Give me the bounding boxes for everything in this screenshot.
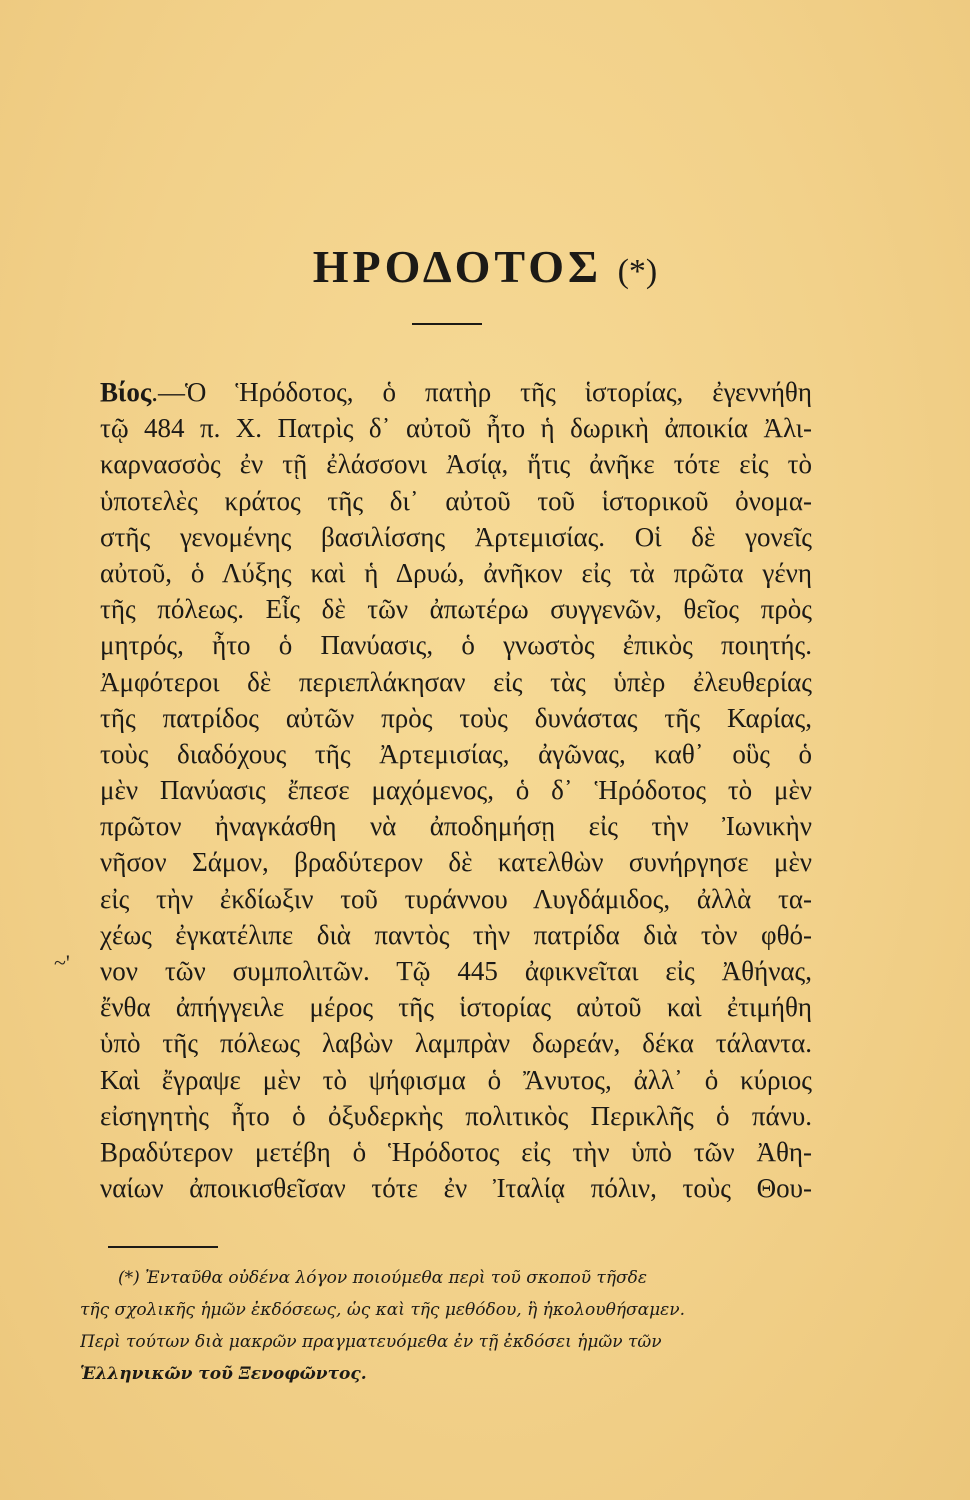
body-line: Βραδύτερον μετέβη ὁ Ἡρόδοτος εἰς τὴν ὑπὸ τῶν Ἀθη- xyxy=(100,1136,812,1167)
title-rule xyxy=(412,323,482,325)
body-line: τῆς πόλεως. Εἷς δὲ τῶν ἀπωτέρω συγγενῶν, θεῖος πρὸς xyxy=(100,594,812,625)
body-line: εἰς τὴν ἐκδίωξιν τοῦ τυράννου Λυγδάμιδος, ἀλλὰ τα- xyxy=(100,883,812,914)
body-line: ὑπὸ τῆς πόλεως λαβὼν λαμπρὰν δωρεάν, δέκα τάλαντα. xyxy=(100,1028,812,1059)
title-footnote-mark: (*) xyxy=(617,253,658,290)
body-line: νῆσον Σάμον, βραδύτερον δὲ κατελθὼν συνήργησε μὲν xyxy=(100,847,812,878)
title-text: ΗΡΟΔΟΤΟΣ xyxy=(312,241,603,292)
margin-note: ~' xyxy=(54,950,70,975)
body-line: καρνασσὸς ἐν τῇ ἐλάσσονι Ἀσίᾳ, ἥτις ἀνῆκε τότε εἰς τὸ xyxy=(100,449,812,480)
body-line: πρῶτον ἠναγκάσθη νὰ ἀποδημήσῃ εἰς τὴν Ἰωνικὴν xyxy=(100,811,812,842)
body-line: μητρός, ἦτο ὁ Πανύασις, ὁ γνωστὸς ἐπικὸς ποιητής. xyxy=(100,630,812,661)
footnote xyxy=(80,1262,800,1390)
page-title xyxy=(0,240,970,293)
footnote-line: Ἑλληνικῶν τοῦ Ξενοφῶντος. xyxy=(80,1364,367,1384)
footnote-line: Περὶ τούτων διὰ μακρῶν πραγματευόμεθα ἐν τῇ ἐκδόσει ἡμῶν τῶν xyxy=(80,1332,662,1352)
footnote-rule xyxy=(108,1246,218,1248)
body-line: Βίος.—Ὁ Ἡρόδοτος, ὁ πατὴρ τῆς ἱστορίας, ἐγεννήθη xyxy=(100,377,812,407)
body-line: χέως ἐγκατέλιπε διὰ παντὸς τὴν πατρίδα διὰ τὸν φθό- xyxy=(100,919,812,950)
footnote-line: (*) Ἐνταῦθα οὐδένα λόγον ποιούμεθα περὶ τοῦ σκοποῦ τῆσδε xyxy=(118,1268,647,1288)
body-line: τοὺς διαδόχους τῆς Ἀρτεμισίας, ἀγῶνας, καθ᾽ οὓς ὁ xyxy=(100,738,812,769)
body-line: ὑποτελὲς κράτος τῆς δι᾽ αὐτοῦ τοῦ ἱστορικοῦ ὀνομα- xyxy=(100,485,812,516)
footnote-line: τῆς σχολικῆς ἡμῶν ἐκδόσεως, ὡς καὶ τῆς μεθόδου, ἣ ἠκολουθήσαμεν. xyxy=(80,1300,686,1320)
body-line: τῷ 484 π. Χ. Πατρὶς δ᾽ αὐτοῦ ἦτο ἡ δωρικὴ ἀποικία Ἀλι- xyxy=(100,413,812,444)
body-line: μὲν Πανύασις ἔπεσε μαχόμενος, ὁ δ᾽ Ἡρόδοτος τὸ μὲν xyxy=(100,775,812,806)
body-line: τῆς πατρίδος αὐτῶν πρὸς τοὺς δυνάστας τῆς Καρίας, xyxy=(100,702,812,733)
body-line: ναίων ἀποικισθεῖσαν τότε ἐν Ἰταλίᾳ πόλιν, τοὺς Θου- xyxy=(100,1173,812,1204)
body-line: νον τῶν συμπολιτῶν. Τῷ 445 ἀφικνεῖται εἰς Ἀθήνας, xyxy=(100,956,812,986)
body-line: ἔνθα ἀπήγγειλε μέρος τῆς ἱστορίας αὐτοῦ καὶ ἐτιμήθη xyxy=(100,992,812,1023)
body-line: αὐτοῦ, ὁ Λύξης καὶ ἡ Δρυώ, ἀνῆκον εἰς τὰ πρῶτα γένη xyxy=(100,557,812,588)
section-lead: Βίος xyxy=(100,377,152,407)
body-line: Καὶ ἔγραψε μὲν τὸ ψήφισμα ὁ Ἄνυτος, ἀλλ᾽ ὁ κύριος xyxy=(100,1064,812,1095)
body-line: εἰσηγητὴς ἦτο ὁ ὀξυδερκὴς πολιτικὸς Περικλῆς ὁ πάνυ. xyxy=(100,1100,812,1131)
body-line: στῆς γενομένης βασιλίσσης Ἀρτεμισίας. Οἱ δὲ γονεῖς xyxy=(100,521,812,552)
body-line: Ἀμφότεροι δὲ περιεπλάκησαν εἰς τὰς ὑπὲρ ἐλευθερίας xyxy=(100,666,812,697)
body-text xyxy=(100,374,812,1206)
